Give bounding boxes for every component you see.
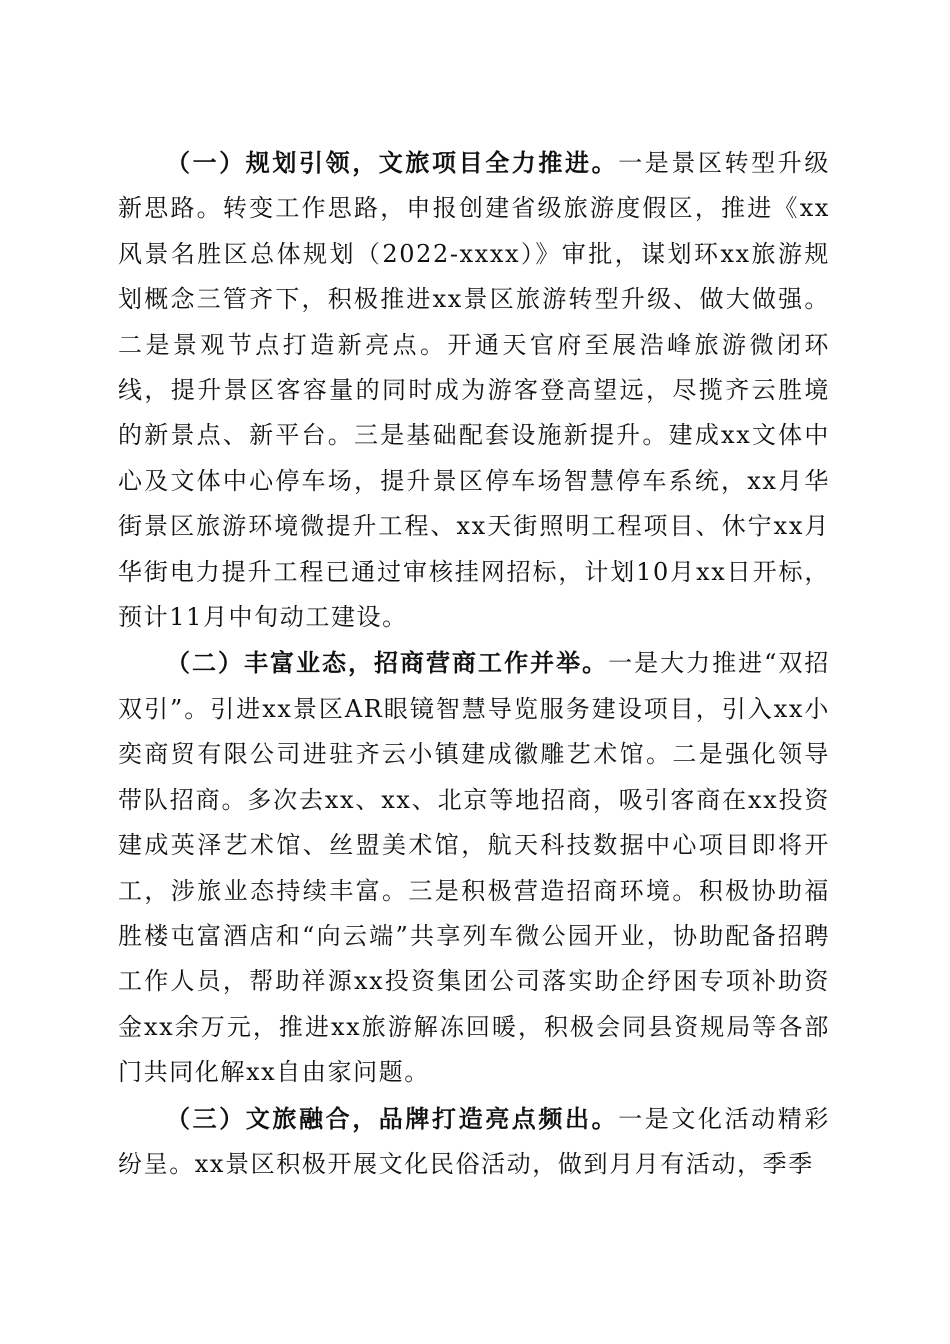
paragraph-text: 一是景区转型升级新思路。转变工作思路，申报创建省级旅游度假区，推进《xx风景名胜区总体规划（2022-xxxx）》审批，谋划环xx旅游规划概念三管齐下，积极推进xx景区旅游转型升级、做大做强。二是景观节点打造新亮点。开通天官府至展浩峰旅游微闭环线，提升景区客容量的同时成为游客登高望远，尽揽齐云胜境的新景点、新平台。三是基础配套设施新提升。建成xx文体中心及文体中心停车场，提升景区停车场智慧停车系统，xx月华街景区旅游环境微提升工程、xx天街照明工程项目、休宁xx月华街电力提升工程已通过审核挂网招标，计划10月xx日开标，预计11月中旬动工建设。	[118, 149, 830, 632]
paragraph-heading: （一）规划引领，文旅项目全力推进。	[166, 148, 619, 177]
paragraph-heading: （三）文旅融合，品牌打造亮点频出。	[166, 1103, 619, 1133]
paragraph-heading: （二）丰富业态，招商营商工作并举。	[166, 648, 609, 678]
paragraph-planning	[118, 140, 830, 640]
paragraph-business	[118, 640, 830, 1095]
paragraph-text: 一是文化活动精彩纷呈。xx景区积极开展文化民俗活动，做到月月有活动，季季	[118, 1104, 830, 1178]
document-body	[118, 140, 830, 1187]
paragraph-culture-tourism	[118, 1096, 830, 1188]
paragraph-text: 一是大力推进“双招双引”。引进xx景区AR眼镜智慧导览服务建设项目，引入xx小奕商贸有限公司进驻齐云小镇建成徽雕艺术馆。二是强化领导带队招商。多次去xx、xx、北京等地招商，吸引客商在xx投资建成英泽艺术馆、丝盟美术馆，航天科技数据中心项目即将开工，涉旅业态持续丰富。三是积极营造招商环境。积极协助福胜楼屯富酒店和“向云端”共享列车微公园开业，协助配备招聘工作人员，帮助祥源xx投资集团公司落实助企纾困专项补助资金xx余万元，推进xx旅游解冻回暖，积极会同县资规局等各部门共同化解xx自由家问题。	[118, 649, 831, 1087]
